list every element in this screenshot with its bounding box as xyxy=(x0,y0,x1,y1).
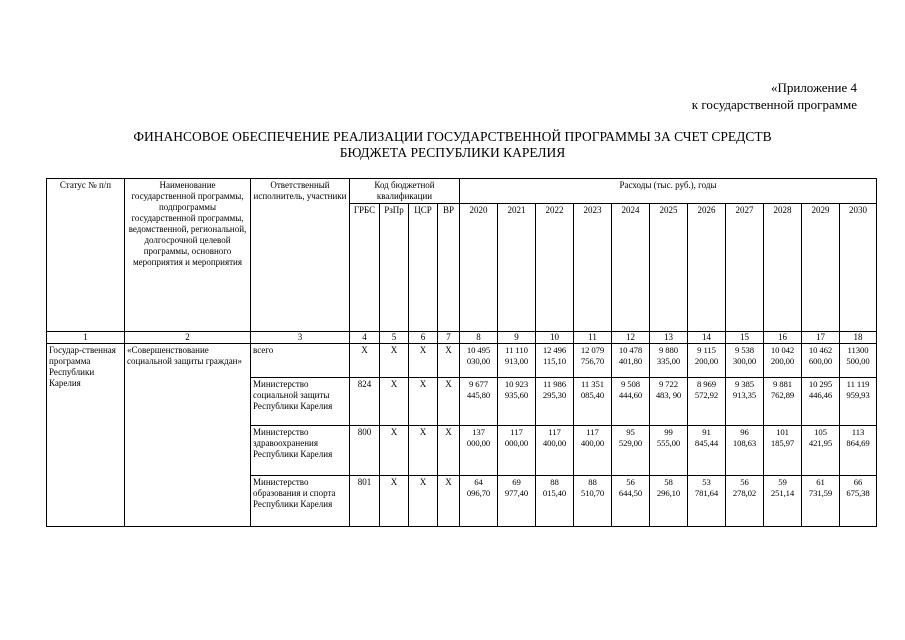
amount-remainder: 756,70 xyxy=(580,356,605,366)
amount-remainder: 731,59 xyxy=(808,488,833,498)
amount-remainder: 864,69 xyxy=(846,438,870,448)
header-code-2: ЦСР xyxy=(409,204,438,332)
amount-cell xyxy=(764,344,802,378)
code-cell: X xyxy=(438,378,460,426)
column-index-6: 6 xyxy=(409,332,438,344)
appendix-line-1: «Приложение 4 xyxy=(770,80,857,95)
column-index-7: 7 xyxy=(438,332,460,344)
amount-thousands: 99 xyxy=(664,427,673,437)
amount-thousands: 117 xyxy=(510,427,523,437)
code-cell: X xyxy=(380,344,409,378)
column-index-14: 14 xyxy=(688,332,726,344)
amount-cell xyxy=(764,476,802,527)
amount-cell xyxy=(460,426,498,476)
column-index-3: 3 xyxy=(251,332,350,344)
amount-thousands: 61 xyxy=(816,477,825,487)
amount-remainder: 200,00 xyxy=(694,356,719,366)
amount-remainder: 444,60 xyxy=(618,390,643,400)
amount-cell xyxy=(726,378,764,426)
amount-cell xyxy=(802,344,840,378)
code-cell: X xyxy=(409,476,438,527)
amount-cell xyxy=(688,378,726,426)
amount-thousands: 91 xyxy=(702,427,711,437)
amount-cell xyxy=(460,344,498,378)
header-year-2028: 2028 xyxy=(764,204,802,332)
amount-remainder: 572,92 xyxy=(694,390,719,400)
amount-thousands: 11 986 xyxy=(543,379,566,389)
amount-thousands: 10 295 xyxy=(808,379,833,389)
column-index-2: 2 xyxy=(125,332,251,344)
code-cell: X xyxy=(380,426,409,476)
amount-thousands: 9 385 xyxy=(734,379,755,389)
header-year-2029: 2029 xyxy=(802,204,840,332)
status-cell: Государ-ственная программа Республики Карелия xyxy=(47,344,125,527)
header-code-3: ВР xyxy=(438,204,460,332)
amount-cell xyxy=(650,476,688,527)
amount-remainder: 096,70 xyxy=(466,488,491,498)
amount-thousands: 9 508 xyxy=(620,379,641,389)
column-index-12: 12 xyxy=(612,332,650,344)
amount-remainder: 913,00 xyxy=(504,356,529,366)
amount-thousands: 137 xyxy=(472,427,485,437)
code-cell: 801 xyxy=(350,476,380,527)
amount-remainder: 913,35 xyxy=(732,390,757,400)
amount-remainder: 675,38 xyxy=(846,488,870,498)
amount-remainder: 644,50 xyxy=(618,488,643,498)
code-cell: 824 xyxy=(350,378,380,426)
amount-thousands: 10 478 xyxy=(618,345,643,355)
code-cell: X xyxy=(380,378,409,426)
column-index-17: 17 xyxy=(802,332,840,344)
column-index-13: 13 xyxy=(650,332,688,344)
table-row xyxy=(47,344,877,378)
amount-thousands: 9 677 xyxy=(468,379,489,389)
amount-remainder: 555,00 xyxy=(656,438,681,448)
amount-thousands: 117 xyxy=(548,427,561,437)
amount-thousands: 9 880 xyxy=(658,345,679,355)
amount-cell xyxy=(802,378,840,426)
amount-remainder: 421,95 xyxy=(808,438,833,448)
code-cell: X xyxy=(380,476,409,527)
amount-cell xyxy=(650,378,688,426)
amount-remainder: 400,00 xyxy=(542,438,567,448)
amount-cell xyxy=(498,344,536,378)
amount-cell xyxy=(498,378,536,426)
amount-remainder: 085,40 xyxy=(580,390,605,400)
amount-remainder: 000,00 xyxy=(504,438,529,448)
amount-thousands: 105 xyxy=(814,427,827,437)
amount-remainder: 000,00 xyxy=(466,438,491,448)
amount-remainder: 400,00 xyxy=(580,438,605,448)
amount-thousands: 96 xyxy=(740,427,749,437)
amount-cell xyxy=(726,476,764,527)
amount-cell xyxy=(574,344,612,378)
amount-thousands: 101 xyxy=(776,427,789,437)
amount-thousands: 11 351 xyxy=(581,379,604,389)
header-name: Наименование государственной программы, подпрограммы государственной программы, ведомственной, региональной, долгосрочной целевой программы, основного мероприятия и мероприятия xyxy=(125,179,251,332)
amount-remainder: 278,02 xyxy=(732,488,757,498)
amount-cell xyxy=(612,344,650,378)
amount-cell xyxy=(574,426,612,476)
amount-thousands: 10 462 xyxy=(808,345,833,355)
amount-remainder: 977,40 xyxy=(504,488,529,498)
column-index-8: 8 xyxy=(460,332,498,344)
amount-thousands: 64 xyxy=(474,477,483,487)
amount-cell xyxy=(536,344,574,378)
amount-remainder: 446,46 xyxy=(808,390,833,400)
amount-cell xyxy=(840,378,877,426)
amount-thousands: 11 119 xyxy=(846,379,870,389)
amount-thousands: 69 xyxy=(512,477,521,487)
amount-cell xyxy=(840,344,877,378)
title-line-2: БЮДЖЕТА РЕСПУБЛИКИ КАРЕЛИЯ xyxy=(339,145,566,160)
amount-cell xyxy=(688,426,726,476)
appendix-line-2: к государственной программе xyxy=(691,97,857,112)
amount-remainder: 300,00 xyxy=(732,356,757,366)
amount-remainder: 845,44 xyxy=(694,438,719,448)
amount-cell xyxy=(536,426,574,476)
code-cell: 800 xyxy=(350,426,380,476)
amount-thousands: 10 495 xyxy=(466,345,491,355)
amount-cell xyxy=(536,476,574,527)
amount-thousands: 66 xyxy=(853,477,863,487)
amount-cell xyxy=(498,476,536,527)
column-index-15: 15 xyxy=(726,332,764,344)
amount-remainder: 251,14 xyxy=(770,488,795,498)
amount-thousands: 56 xyxy=(740,477,749,487)
program-name-cell: «Совершенствование социальной защиты граждан» xyxy=(125,344,251,527)
amount-cell xyxy=(688,344,726,378)
amount-thousands: 113 xyxy=(851,427,865,437)
amount-remainder: 959,93 xyxy=(846,390,870,400)
amount-remainder: 483, 90 xyxy=(655,390,682,400)
financing-table xyxy=(46,178,877,527)
header-year-2027: 2027 xyxy=(726,204,764,332)
amount-thousands: 12 496 xyxy=(542,345,567,355)
executor-cell: Министерство образования и спорта Республики Карелия xyxy=(251,476,350,527)
amount-cell xyxy=(688,476,726,527)
amount-thousands: 8 969 xyxy=(696,379,717,389)
amount-cell xyxy=(612,476,650,527)
amount-thousands: 10 923 xyxy=(504,379,529,389)
amount-thousands: 9 538 xyxy=(734,345,755,355)
amount-cell xyxy=(764,378,802,426)
code-cell: X xyxy=(409,426,438,476)
header-expenses: Расходы (тыс. руб.), годы xyxy=(460,179,877,204)
amount-cell xyxy=(840,476,877,527)
amount-cell xyxy=(460,476,498,527)
amount-remainder: 445,80 xyxy=(466,390,491,400)
amount-cell xyxy=(802,476,840,527)
header-year-2021: 2021 xyxy=(498,204,536,332)
amount-remainder: 500,00 xyxy=(846,356,870,366)
header-year-2030: 2030 xyxy=(840,204,877,332)
amount-thousands: 59 xyxy=(778,477,787,487)
amount-remainder: 015,40 xyxy=(542,488,567,498)
appendix-note xyxy=(692,79,857,113)
amount-cell xyxy=(726,426,764,476)
amount-remainder: 762,89 xyxy=(770,390,795,400)
amount-remainder: 108,63 xyxy=(732,438,757,448)
header-code-1: РзПр xyxy=(380,204,409,332)
amount-cell xyxy=(764,426,802,476)
amount-cell xyxy=(650,426,688,476)
amount-thousands: 58 xyxy=(664,477,673,487)
amount-remainder: 200,00 xyxy=(770,356,795,366)
amount-remainder: 401,80 xyxy=(618,356,643,366)
amount-cell xyxy=(612,426,650,476)
amount-remainder: 296,10 xyxy=(656,488,681,498)
header-budget-code: Код бюджетной квалификации xyxy=(350,179,460,204)
column-index-4: 4 xyxy=(350,332,380,344)
header-year-2023: 2023 xyxy=(574,204,612,332)
amount-thousands: 9 722 xyxy=(658,379,679,389)
executor-cell: Министерство здравоохранения Республики Карелия xyxy=(251,426,350,476)
amount-thousands: 53 xyxy=(702,477,711,487)
amount-cell xyxy=(650,344,688,378)
amount-thousands: 9 881 xyxy=(772,379,793,389)
header-year-2020: 2020 xyxy=(460,204,498,332)
amount-remainder: 030,00 xyxy=(466,356,491,366)
amount-remainder: 935,60 xyxy=(504,390,529,400)
amount-thousands: 88 xyxy=(588,477,597,487)
amount-cell xyxy=(612,378,650,426)
amount-thousands: 95 xyxy=(626,427,635,437)
amount-cell xyxy=(536,378,574,426)
header-year-2026: 2026 xyxy=(688,204,726,332)
amount-cell xyxy=(802,426,840,476)
document-title xyxy=(0,129,905,161)
header-status: Статус № п/п xyxy=(47,179,125,332)
code-cell: X xyxy=(409,378,438,426)
code-cell: X xyxy=(438,344,460,378)
amount-thousands: 117 xyxy=(586,427,599,437)
amount-cell xyxy=(840,426,877,476)
amount-remainder: 510,70 xyxy=(580,488,605,498)
title-line-1: ФИНАНСОВОЕ ОБЕСПЕЧЕНИЕ РЕАЛИЗАЦИИ ГОСУДАРСТВЕННОЙ ПРОГРАММЫ ЗА СЧЕТ СРЕДСТВ xyxy=(133,129,772,144)
amount-thousands: 11300 xyxy=(847,345,869,355)
header-year-2022: 2022 xyxy=(536,204,574,332)
column-index-1: 1 xyxy=(47,332,125,344)
amount-cell xyxy=(460,378,498,426)
header-executor: Ответственный исполнитель, участники xyxy=(251,179,350,332)
column-index-18: 18 xyxy=(840,332,877,344)
amount-remainder: 335,00 xyxy=(656,356,681,366)
amount-thousands: 10 042 xyxy=(770,345,795,355)
amount-thousands: 12 079 xyxy=(580,345,605,355)
code-cell: X xyxy=(438,426,460,476)
executor-cell: всего xyxy=(251,344,350,378)
amount-thousands: 11 110 xyxy=(505,345,528,355)
amount-cell xyxy=(498,426,536,476)
column-index-9: 9 xyxy=(498,332,536,344)
amount-remainder: 115,10 xyxy=(543,356,566,366)
amount-remainder: 600,00 xyxy=(808,356,833,366)
amount-remainder: 529,00 xyxy=(618,438,643,448)
amount-thousands: 9 115 xyxy=(697,345,716,355)
header-year-2025: 2025 xyxy=(650,204,688,332)
executor-cell: Министерство социальной защиты Республики Карелия xyxy=(251,378,350,426)
header-code-0: ГРБС xyxy=(350,204,380,332)
amount-thousands: 88 xyxy=(550,477,559,487)
amount-remainder: 781,64 xyxy=(694,488,719,498)
header-year-2024: 2024 xyxy=(612,204,650,332)
code-cell: X xyxy=(438,476,460,527)
amount-thousands: 56 xyxy=(626,477,635,487)
column-index-16: 16 xyxy=(764,332,802,344)
amount-remainder: 185,97 xyxy=(770,438,795,448)
amount-cell xyxy=(726,344,764,378)
code-cell: X xyxy=(409,344,438,378)
amount-cell xyxy=(574,476,612,527)
column-index-11: 11 xyxy=(574,332,612,344)
column-index-5: 5 xyxy=(380,332,409,344)
amount-cell xyxy=(574,378,612,426)
code-cell: X xyxy=(350,344,380,378)
column-index-10: 10 xyxy=(536,332,574,344)
amount-remainder: 295,30 xyxy=(542,390,567,400)
